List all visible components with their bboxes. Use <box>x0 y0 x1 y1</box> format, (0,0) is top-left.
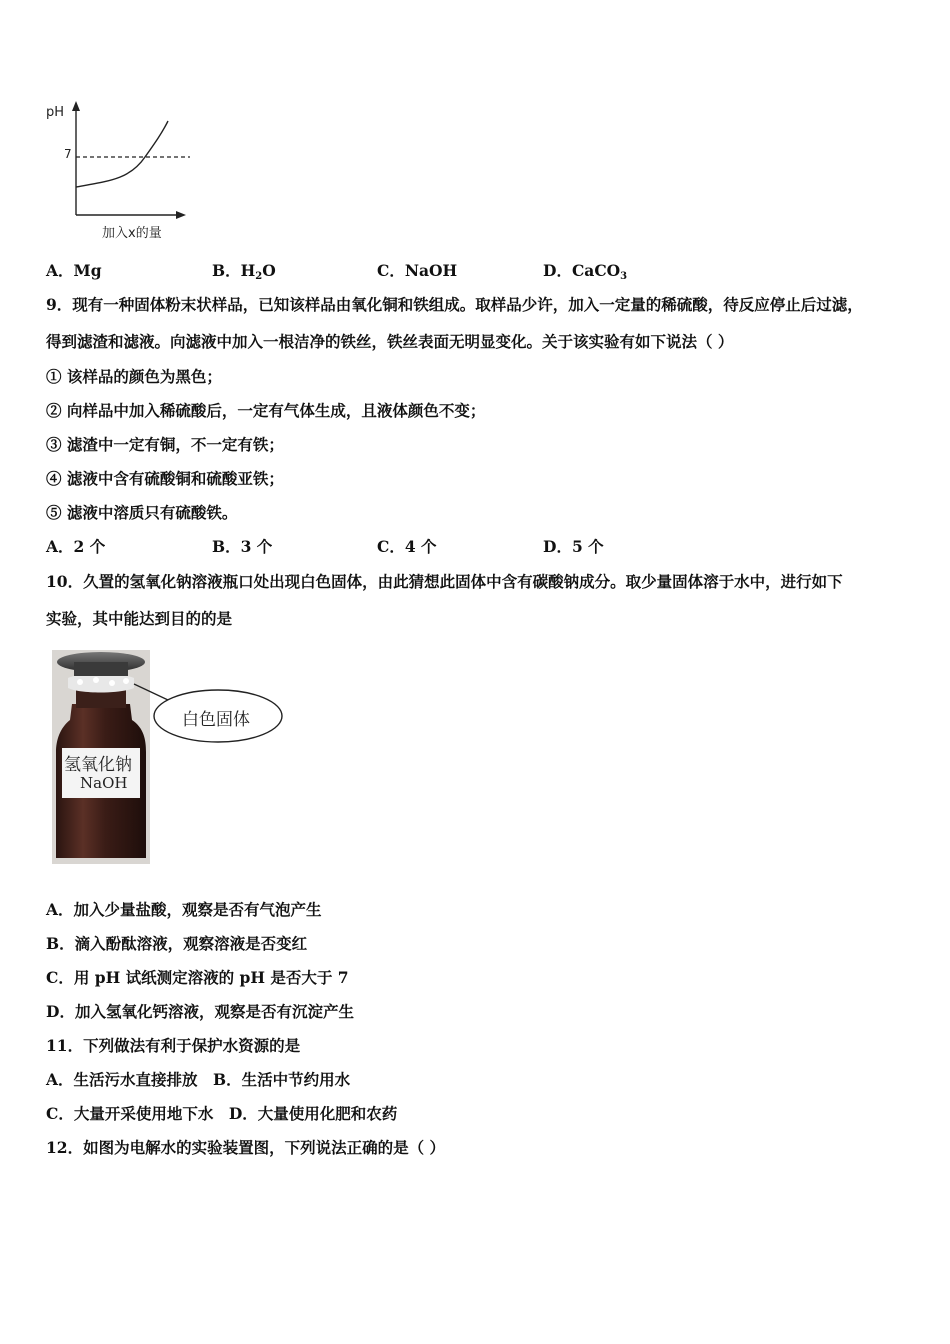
q9-stem-line1: 9．现有一种固体粉末状样品，已知该样品由氧化铜和铁组成。取样品少许，加入一定量的稀硫酸，待反应停止后过滤， <box>46 295 863 314</box>
q10-option-b: B．滴入酚酞溶液，观察溶液是否变红 <box>46 934 308 953</box>
q9-option-d: D．5 个 <box>543 537 604 556</box>
ph-graph <box>40 95 200 245</box>
q9-statement-2: ② 向样品中加入稀硫酸后，一定有气体生成，且液体颜色不变； <box>46 401 486 420</box>
naoh-bottle-illustration <box>50 648 290 866</box>
q10-option-c: C．用 pH 试纸测定溶液的 pH 是否大于 7 <box>46 968 349 987</box>
q10-option-d: D．加入氢氧化钙溶液，观察是否有沉淀产生 <box>46 1002 354 1021</box>
q12-stem: 12．如图为电解水的实验装置图，下列说法正确的是（ ） <box>46 1138 445 1157</box>
q9-statement-4: ④ 滤液中含有硫酸铜和硫酸亚铁； <box>46 469 284 488</box>
q10-stem-line2: 实验，其中能达到目的的是 <box>46 609 233 628</box>
q9-statement-1: ① 该样品的颜色为黑色； <box>46 367 222 386</box>
x-axis-label: 加入x的量 <box>102 226 162 241</box>
q11-options-line1: A．生活污水直接排放 B．生活中节约用水 <box>46 1070 351 1089</box>
q8-option-a: A．Mg <box>46 261 102 280</box>
q9-statement-3: ③ 滤渣中一定有铜，不一定有铁； <box>46 435 284 454</box>
q10-option-a: A．加入少量盐酸，观察是否有气泡产生 <box>46 900 322 919</box>
bottle-label-formula: NaOH <box>80 774 128 792</box>
callout-text: 白色固体 <box>182 710 250 730</box>
y-axis-label: pH <box>46 105 65 120</box>
q8-option-b: B．$H_2O$ <box>212 261 276 282</box>
q9-option-c: C．4 个 <box>377 537 437 556</box>
q8-option-c: C．NaOH <box>377 261 458 280</box>
q8-option-d: D．CaCO$_3$ <box>543 261 628 282</box>
bottle-label-chinese: 氢氧化钠 <box>64 755 132 775</box>
q9-stem-line2: 得到滤渣和滤液。向滤液中加入一根洁净的铁丝，铁丝表面无明显变化。关于该实验有如下说法（ ） <box>46 332 734 351</box>
q9-option-b: B．3 个 <box>212 537 273 556</box>
q11-options-line2: C．大量开采使用地下水 D．大量使用化肥和农药 <box>46 1104 398 1123</box>
q9-statement-5: ⑤ 滤液中溶质只有硫酸铁。 <box>46 503 238 522</box>
q11-stem: 11．下列做法有利于保护水资源的是 <box>46 1036 301 1055</box>
tick-7-label: 7 <box>64 147 72 161</box>
q10-stem-line1: 10．久置的氢氧化钠溶液瓶口处出现白色固体，由此猜想此固体中含有碳酸钠成分。取少量固体溶于水中，进行如下 <box>46 572 843 591</box>
q9-option-a: A．2 个 <box>46 537 106 556</box>
